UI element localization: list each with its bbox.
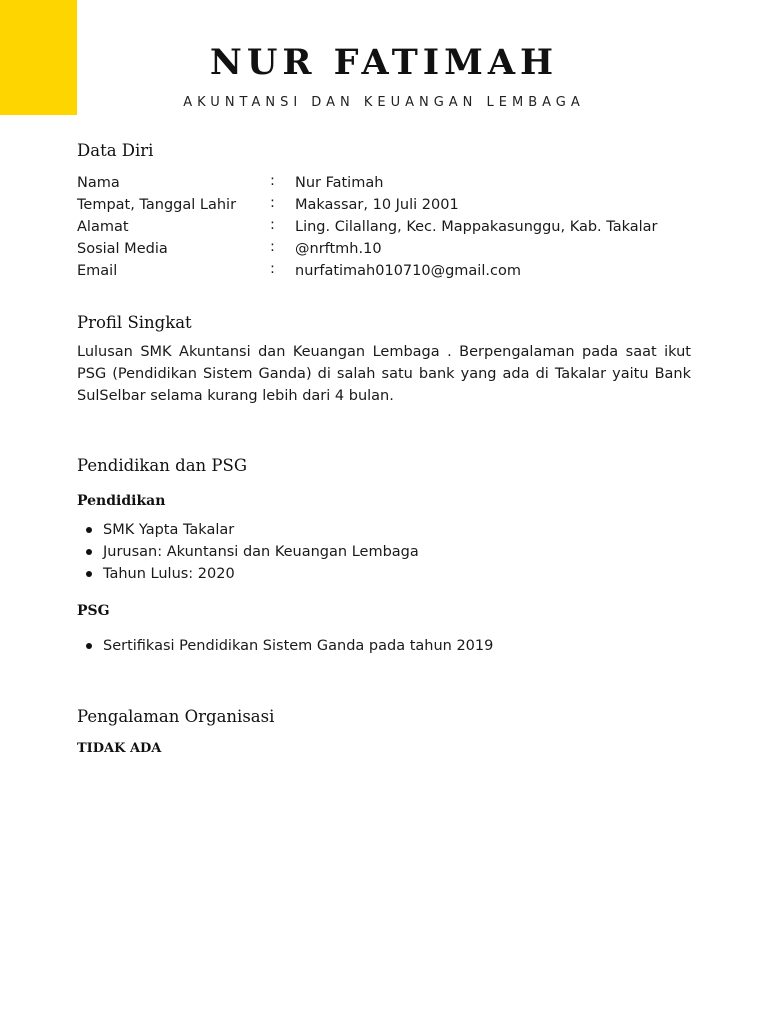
- info-separator: :: [270, 217, 275, 233]
- list-item: [77, 541, 419, 563]
- section-heading-profil: Profil Singkat: [77, 313, 192, 332]
- section-heading-organisasi: Pengalaman Organisasi: [77, 707, 275, 726]
- info-separator: :: [270, 239, 275, 255]
- bullet-icon: [86, 549, 92, 555]
- list-item: [77, 635, 493, 657]
- organisasi-value: TIDAK ADA: [77, 741, 162, 756]
- personal-info-table: [77, 172, 697, 282]
- info-separator: :: [270, 195, 275, 211]
- info-label: Sosial Media: [77, 241, 168, 257]
- info-value: nurfatimah010710@gmail.com: [295, 263, 521, 279]
- info-value: Ling. Cilallang, Kec. Mappakasunggu, Kab. Takalar: [295, 219, 658, 235]
- profile-summary: Lulusan SMK Akuntansi dan Keuangan Lembaga . Berpengalaman pada saat ikut PSG (Pendidikan Sistem Ganda) di salah satu bank yang ada di Takalar yaitu Bank SulSelbar selama kurang lebih dari 4 bulan.: [77, 344, 691, 404]
- info-separator: :: [270, 261, 275, 277]
- list-item-text: SMK Yapta Takalar: [103, 522, 235, 538]
- info-row-sosial-media: [77, 238, 697, 260]
- info-value: Makassar, 10 Juli 2001: [295, 197, 459, 213]
- info-label: Alamat: [77, 219, 129, 235]
- info-label: Tempat, Tanggal Lahir: [77, 197, 237, 213]
- info-row-alamat: [77, 216, 697, 238]
- subheading-pendidikan: Pendidikan: [77, 493, 166, 509]
- psg-list: [77, 635, 493, 657]
- info-value: @nrftmh.10: [295, 241, 382, 257]
- page-title: NUR FATIMAH: [209, 42, 559, 83]
- bullet-icon: [86, 643, 92, 649]
- info-row-ttl: [77, 194, 697, 216]
- info-value: Nur Fatimah: [295, 175, 384, 191]
- list-item: [77, 563, 419, 585]
- info-row-nama: [77, 172, 697, 194]
- page-subtitle: AKUNTANSI DAN KEUANGAN LEMBAGA: [183, 95, 585, 110]
- info-label: Email: [77, 263, 118, 279]
- info-separator: :: [270, 173, 275, 189]
- list-item: [77, 519, 419, 541]
- list-item-text: Tahun Lulus: 2020: [103, 566, 235, 582]
- info-row-email: [77, 260, 697, 282]
- list-item-text: Sertifikasi Pendidikan Sistem Ganda pada tahun 2019: [103, 638, 494, 654]
- bullet-icon: [86, 527, 92, 533]
- bullet-icon: [86, 571, 92, 577]
- subheading-psg: PSG: [77, 603, 110, 619]
- pendidikan-list: [77, 519, 419, 585]
- list-item-text: Jurusan: Akuntansi dan Keuangan Lembaga: [103, 544, 419, 560]
- section-heading-data-diri: Data Diri: [77, 141, 154, 160]
- section-heading-pendidikan-psg: Pendidikan dan PSG: [77, 456, 247, 475]
- info-label: Nama: [77, 175, 120, 191]
